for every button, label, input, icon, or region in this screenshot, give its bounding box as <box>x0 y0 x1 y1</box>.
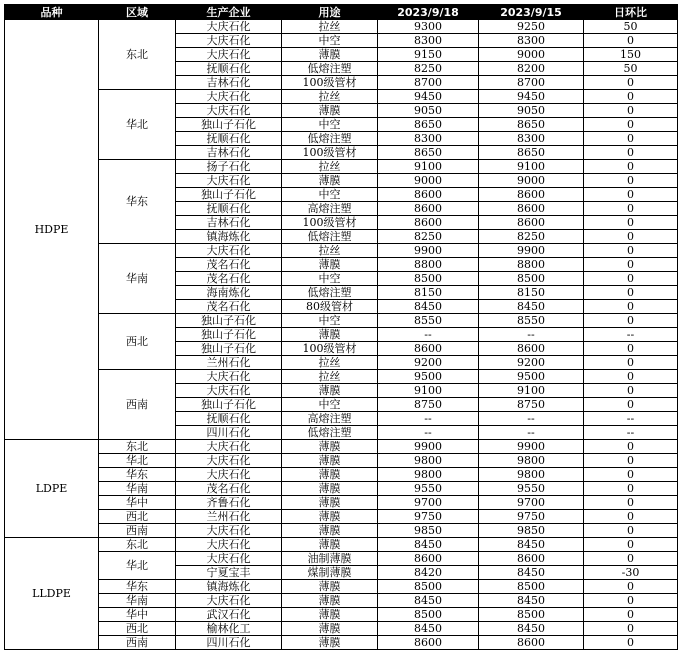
price-0918-cell: 8600 <box>378 342 479 356</box>
usage-cell: 薄膜 <box>282 510 378 524</box>
price-0915-cell: 8600 <box>479 216 584 230</box>
company-cell: 独山子石化 <box>176 314 282 328</box>
table-row <box>5 496 678 510</box>
table-row <box>5 510 678 524</box>
price-0918-cell: 9100 <box>378 160 479 174</box>
usage-cell: 中空 <box>282 272 378 286</box>
price-0918-cell: 8600 <box>378 188 479 202</box>
price-0918-cell: 8300 <box>378 132 479 146</box>
usage-cell: 薄膜 <box>282 328 378 342</box>
daily-change-cell: 50 <box>584 62 678 76</box>
table-row <box>5 90 678 104</box>
price-0915-cell: 9800 <box>479 454 584 468</box>
usage-cell: 薄膜 <box>282 48 378 62</box>
usage-cell: 中空 <box>282 118 378 132</box>
price-0915-cell: 9850 <box>479 524 584 538</box>
category-cell: HDPE <box>5 20 99 440</box>
price-0915-cell: -- <box>479 328 584 342</box>
region-cell: 华东 <box>99 580 176 594</box>
header-usage: 用途 <box>282 5 378 20</box>
usage-cell: 80级管材 <box>282 300 378 314</box>
company-cell: 四川石化 <box>176 426 282 440</box>
price-0918-cell: 9450 <box>378 90 479 104</box>
price-0915-cell: -- <box>479 426 584 440</box>
company-cell: 大庆石化 <box>176 174 282 188</box>
daily-change-cell: 0 <box>584 104 678 118</box>
daily-change-cell: 0 <box>584 384 678 398</box>
daily-change-cell: 0 <box>584 538 678 552</box>
table-row <box>5 594 678 608</box>
price-0915-cell: 8200 <box>479 62 584 76</box>
usage-cell: 100级管材 <box>282 342 378 356</box>
region-cell: 西北 <box>99 622 176 636</box>
usage-cell: 低熔注塑 <box>282 230 378 244</box>
usage-cell: 薄膜 <box>282 440 378 454</box>
daily-change-cell: 0 <box>584 272 678 286</box>
region-cell: 华中 <box>99 608 176 622</box>
price-0918-cell: 8550 <box>378 314 479 328</box>
daily-change-cell: 0 <box>584 160 678 174</box>
usage-cell: 拉丝 <box>282 370 378 384</box>
region-cell: 华南 <box>99 482 176 496</box>
price-0918-cell: 9900 <box>378 244 479 258</box>
price-0915-cell: 9800 <box>479 468 584 482</box>
table-body <box>5 20 678 650</box>
daily-change-cell: 0 <box>584 636 678 650</box>
company-cell: 扬子石化 <box>176 160 282 174</box>
price-0918-cell: 9300 <box>378 20 479 34</box>
daily-change-cell: 0 <box>584 454 678 468</box>
company-cell: 大庆石化 <box>176 34 282 48</box>
daily-change-cell: 0 <box>584 118 678 132</box>
price-0915-cell: 8250 <box>479 230 584 244</box>
usage-cell: 高熔注塑 <box>282 202 378 216</box>
region-cell: 东北 <box>99 20 176 90</box>
daily-change-cell: 150 <box>584 48 678 62</box>
price-0915-cell: 9750 <box>479 510 584 524</box>
daily-change-cell: 0 <box>584 608 678 622</box>
price-0918-cell: 8250 <box>378 62 479 76</box>
price-0915-cell: 8300 <box>479 132 584 146</box>
price-0915-cell: 8450 <box>479 622 584 636</box>
daily-change-cell: 0 <box>584 496 678 510</box>
company-cell: 大庆石化 <box>176 594 282 608</box>
daily-change-cell: 0 <box>584 188 678 202</box>
company-cell: 大庆石化 <box>176 454 282 468</box>
table-row <box>5 440 678 454</box>
region-cell: 西南 <box>99 524 176 538</box>
price-0915-cell: 9050 <box>479 104 584 118</box>
company-cell: 大庆石化 <box>176 440 282 454</box>
table-row <box>5 244 678 258</box>
region-cell: 西南 <box>99 636 176 650</box>
daily-change-cell: 0 <box>584 370 678 384</box>
company-cell: 大庆石化 <box>176 370 282 384</box>
price-0918-cell: 9100 <box>378 384 479 398</box>
usage-cell: 薄膜 <box>282 524 378 538</box>
region-cell: 华北 <box>99 454 176 468</box>
price-0915-cell: 8600 <box>479 636 584 650</box>
company-cell: 抚顺石化 <box>176 62 282 76</box>
daily-change-cell: 0 <box>584 468 678 482</box>
price-0918-cell: 8600 <box>378 202 479 216</box>
company-cell: 独山子石化 <box>176 342 282 356</box>
price-0915-cell: 8600 <box>479 342 584 356</box>
price-0918-cell: 8500 <box>378 580 479 594</box>
price-0918-cell: 8650 <box>378 118 479 132</box>
region-cell: 华东 <box>99 468 176 482</box>
price-0918-cell: 9700 <box>378 496 479 510</box>
company-cell: 镇海炼化 <box>176 230 282 244</box>
company-cell: 独山子石化 <box>176 328 282 342</box>
price-0915-cell: -- <box>479 412 584 426</box>
company-cell: 抚顺石化 <box>176 202 282 216</box>
category-cell: LLDPE <box>5 538 99 650</box>
company-cell: 大庆石化 <box>176 244 282 258</box>
company-cell: 齐鲁石化 <box>176 496 282 510</box>
company-cell: 武汉石化 <box>176 608 282 622</box>
company-cell: 独山子石化 <box>176 398 282 412</box>
region-cell: 东北 <box>99 440 176 454</box>
price-0915-cell: 9450 <box>479 90 584 104</box>
company-cell: 榆林化工 <box>176 622 282 636</box>
usage-cell: 低熔注塑 <box>282 286 378 300</box>
usage-cell: 拉丝 <box>282 244 378 258</box>
table-row <box>5 468 678 482</box>
company-cell: 大庆石化 <box>176 48 282 62</box>
company-cell: 独山子石化 <box>176 118 282 132</box>
region-cell: 华南 <box>99 244 176 314</box>
price-0918-cell: 8800 <box>378 258 479 272</box>
company-cell: 宁夏宝丰 <box>176 566 282 580</box>
company-cell: 吉林石化 <box>176 216 282 230</box>
region-cell: 华东 <box>99 160 176 244</box>
price-0918-cell: -- <box>378 328 479 342</box>
usage-cell: 薄膜 <box>282 608 378 622</box>
price-0915-cell: 9900 <box>479 440 584 454</box>
daily-change-cell: 0 <box>584 174 678 188</box>
price-0915-cell: 9900 <box>479 244 584 258</box>
price-table-container <box>4 4 677 650</box>
header-daily-change: 日环比 <box>584 5 678 20</box>
daily-change-cell: -- <box>584 412 678 426</box>
table-row <box>5 370 678 384</box>
price-0918-cell: 9750 <box>378 510 479 524</box>
daily-change-cell: 0 <box>584 552 678 566</box>
price-0915-cell: 8600 <box>479 188 584 202</box>
region-cell: 华南 <box>99 594 176 608</box>
price-0915-cell: 9550 <box>479 482 584 496</box>
company-cell: 大庆石化 <box>176 384 282 398</box>
region-cell: 西南 <box>99 370 176 440</box>
header-date-0918: 2023/9/18 <box>378 5 479 20</box>
usage-cell: 薄膜 <box>282 454 378 468</box>
usage-cell: 油制薄膜 <box>282 552 378 566</box>
usage-cell: 低熔注塑 <box>282 426 378 440</box>
usage-cell: 薄膜 <box>282 104 378 118</box>
price-0915-cell: 9500 <box>479 370 584 384</box>
usage-cell: 薄膜 <box>282 580 378 594</box>
company-cell: 大庆石化 <box>176 468 282 482</box>
company-cell: 兰州石化 <box>176 510 282 524</box>
usage-cell: 低熔注塑 <box>282 132 378 146</box>
price-0918-cell: 9850 <box>378 524 479 538</box>
usage-cell: 拉丝 <box>282 20 378 34</box>
price-0918-cell: 9500 <box>378 370 479 384</box>
table-row <box>5 636 678 650</box>
company-cell: 大庆石化 <box>176 552 282 566</box>
usage-cell: 薄膜 <box>282 468 378 482</box>
table-header <box>5 5 678 20</box>
price-0915-cell: 9100 <box>479 384 584 398</box>
price-0915-cell: 9700 <box>479 496 584 510</box>
company-cell: 镇海炼化 <box>176 580 282 594</box>
company-cell: 独山子石化 <box>176 188 282 202</box>
price-0915-cell: 9100 <box>479 160 584 174</box>
region-cell: 西北 <box>99 510 176 524</box>
usage-cell: 低熔注塑 <box>282 62 378 76</box>
price-0918-cell: 8420 <box>378 566 479 580</box>
region-cell: 华中 <box>99 496 176 510</box>
price-0918-cell: 8600 <box>378 216 479 230</box>
header-row <box>5 5 678 20</box>
company-cell: 兰州石化 <box>176 356 282 370</box>
price-0915-cell: 8500 <box>479 580 584 594</box>
table-row <box>5 608 678 622</box>
usage-cell: 高熔注塑 <box>282 412 378 426</box>
daily-change-cell: 0 <box>584 146 678 160</box>
daily-change-cell: 0 <box>584 440 678 454</box>
price-0915-cell: 8500 <box>479 608 584 622</box>
price-0918-cell: 8150 <box>378 286 479 300</box>
company-cell: 海南炼化 <box>176 286 282 300</box>
usage-cell: 薄膜 <box>282 594 378 608</box>
region-cell: 西北 <box>99 314 176 370</box>
usage-cell: 薄膜 <box>282 622 378 636</box>
daily-change-cell: 50 <box>584 20 678 34</box>
price-0915-cell: 9250 <box>479 20 584 34</box>
price-0918-cell: 9150 <box>378 48 479 62</box>
daily-change-cell: -- <box>584 426 678 440</box>
company-cell: 四川石化 <box>176 636 282 650</box>
price-0915-cell: 8600 <box>479 202 584 216</box>
usage-cell: 拉丝 <box>282 160 378 174</box>
company-cell: 茂名石化 <box>176 272 282 286</box>
daily-change-cell: 0 <box>584 398 678 412</box>
price-0918-cell: 8750 <box>378 398 479 412</box>
daily-change-cell: 0 <box>584 258 678 272</box>
usage-cell: 100级管材 <box>282 146 378 160</box>
usage-cell: 中空 <box>282 34 378 48</box>
company-cell: 大庆石化 <box>176 20 282 34</box>
company-cell: 茂名石化 <box>176 482 282 496</box>
price-0915-cell: 8150 <box>479 286 584 300</box>
price-0915-cell: 8450 <box>479 594 584 608</box>
price-0915-cell: 8600 <box>479 552 584 566</box>
usage-cell: 薄膜 <box>282 258 378 272</box>
price-0915-cell: 8550 <box>479 314 584 328</box>
table-row <box>5 314 678 328</box>
usage-cell: 薄膜 <box>282 174 378 188</box>
company-cell: 抚顺石化 <box>176 412 282 426</box>
price-0918-cell: 9800 <box>378 468 479 482</box>
usage-cell: 薄膜 <box>282 636 378 650</box>
company-cell: 吉林石化 <box>176 146 282 160</box>
table-row <box>5 20 678 34</box>
price-0915-cell: 8800 <box>479 258 584 272</box>
company-cell: 抚顺石化 <box>176 132 282 146</box>
price-0918-cell: -- <box>378 412 479 426</box>
price-0918-cell: -- <box>378 426 479 440</box>
company-cell: 吉林石化 <box>176 76 282 90</box>
region-cell: 华北 <box>99 90 176 160</box>
table-row <box>5 482 678 496</box>
price-0918-cell: 8700 <box>378 76 479 90</box>
price-0918-cell: 9900 <box>378 440 479 454</box>
daily-change-cell: 0 <box>584 286 678 300</box>
price-0918-cell: 9550 <box>378 482 479 496</box>
usage-cell: 薄膜 <box>282 496 378 510</box>
company-cell: 大庆石化 <box>176 104 282 118</box>
price-0915-cell: 8300 <box>479 34 584 48</box>
header-category: 品种 <box>5 5 99 20</box>
price-0918-cell: 9200 <box>378 356 479 370</box>
price-0918-cell: 8450 <box>378 622 479 636</box>
usage-cell: 中空 <box>282 398 378 412</box>
company-cell: 茂名石化 <box>176 300 282 314</box>
price-0918-cell: 8450 <box>378 538 479 552</box>
daily-change-cell: 0 <box>584 90 678 104</box>
region-cell: 华北 <box>99 552 176 580</box>
price-0918-cell: 8450 <box>378 300 479 314</box>
price-0915-cell: 8450 <box>479 300 584 314</box>
company-cell: 茂名石化 <box>176 258 282 272</box>
daily-change-cell: 0 <box>584 314 678 328</box>
price-0918-cell: 8600 <box>378 636 479 650</box>
price-0915-cell: 8650 <box>479 118 584 132</box>
daily-change-cell: 0 <box>584 580 678 594</box>
price-0918-cell: 9000 <box>378 174 479 188</box>
price-0915-cell: 8450 <box>479 538 584 552</box>
table-row <box>5 454 678 468</box>
daily-change-cell: -- <box>584 328 678 342</box>
price-0915-cell: 8700 <box>479 76 584 90</box>
usage-cell: 中空 <box>282 188 378 202</box>
header-date-0915: 2023/9/15 <box>479 5 584 20</box>
price-0915-cell: 8500 <box>479 272 584 286</box>
price-0915-cell: 9000 <box>479 174 584 188</box>
price-0918-cell: 8500 <box>378 272 479 286</box>
daily-change-cell: 0 <box>584 356 678 370</box>
daily-change-cell: 0 <box>584 202 678 216</box>
price-0918-cell: 8500 <box>378 608 479 622</box>
usage-cell: 拉丝 <box>282 356 378 370</box>
pe-price-table <box>4 4 678 650</box>
daily-change-cell: 0 <box>584 132 678 146</box>
table-row <box>5 622 678 636</box>
daily-change-cell: 0 <box>584 524 678 538</box>
price-0918-cell: 8250 <box>378 230 479 244</box>
table-row <box>5 524 678 538</box>
price-0918-cell: 8600 <box>378 552 479 566</box>
daily-change-cell: 0 <box>584 76 678 90</box>
daily-change-cell: 0 <box>584 510 678 524</box>
region-cell: 东北 <box>99 538 176 552</box>
daily-change-cell: 0 <box>584 216 678 230</box>
header-company: 生产企业 <box>176 5 282 20</box>
price-0918-cell: 8450 <box>378 594 479 608</box>
daily-change-cell: 0 <box>584 622 678 636</box>
usage-cell: 薄膜 <box>282 538 378 552</box>
daily-change-cell: 0 <box>584 594 678 608</box>
daily-change-cell: 0 <box>584 34 678 48</box>
table-row <box>5 160 678 174</box>
daily-change-cell: 0 <box>584 244 678 258</box>
price-0918-cell: 9800 <box>378 454 479 468</box>
price-0918-cell: 8300 <box>378 34 479 48</box>
usage-cell: 薄膜 <box>282 384 378 398</box>
usage-cell: 拉丝 <box>282 90 378 104</box>
daily-change-cell: -30 <box>584 566 678 580</box>
company-cell: 大庆石化 <box>176 538 282 552</box>
table-row <box>5 580 678 594</box>
usage-cell: 煤制薄膜 <box>282 566 378 580</box>
daily-change-cell: 0 <box>584 482 678 496</box>
price-0918-cell: 8650 <box>378 146 479 160</box>
price-0915-cell: 8750 <box>479 398 584 412</box>
price-0915-cell: 8650 <box>479 146 584 160</box>
daily-change-cell: 0 <box>584 230 678 244</box>
price-0915-cell: 9000 <box>479 48 584 62</box>
company-cell: 大庆石化 <box>176 524 282 538</box>
table-row <box>5 552 678 566</box>
usage-cell: 100级管材 <box>282 216 378 230</box>
daily-change-cell: 0 <box>584 300 678 314</box>
price-0915-cell: 8450 <box>479 566 584 580</box>
price-0918-cell: 9050 <box>378 104 479 118</box>
usage-cell: 薄膜 <box>282 482 378 496</box>
price-0915-cell: 9200 <box>479 356 584 370</box>
company-cell: 大庆石化 <box>176 90 282 104</box>
table-row <box>5 538 678 552</box>
header-region: 区域 <box>99 5 176 20</box>
usage-cell: 100级管材 <box>282 76 378 90</box>
usage-cell: 中空 <box>282 314 378 328</box>
category-cell: LDPE <box>5 440 99 538</box>
daily-change-cell: 0 <box>584 342 678 356</box>
